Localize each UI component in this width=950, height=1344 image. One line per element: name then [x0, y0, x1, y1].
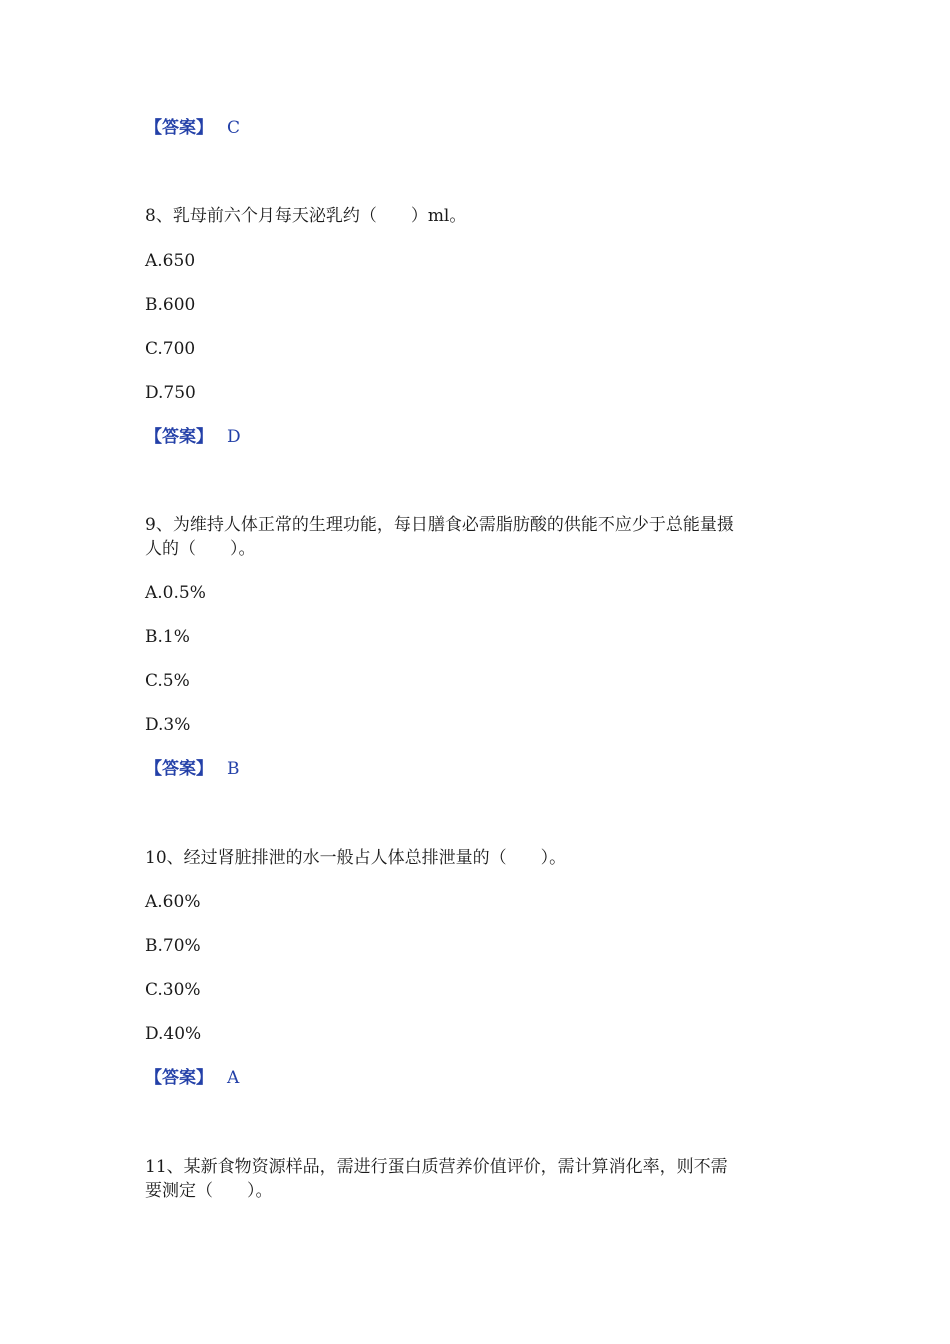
q9-option-b: B.1%: [145, 627, 190, 647]
question-9-text-line2: 人的（ ）。: [145, 539, 256, 559]
q10-option-b: B.70%: [145, 936, 201, 956]
answer-label: 【答案】: [145, 118, 213, 138]
answer-value: D: [227, 427, 241, 447]
question-9-text-line1: 9、为维持人体正常的生理功能，每日膳食必需脂肪酸的供能不应少于总能量摄: [145, 515, 734, 535]
answer-label: 【答案】: [145, 1068, 213, 1088]
q9-option-a: A.0.5%: [145, 583, 206, 603]
answer-value: B: [227, 759, 240, 779]
answer-line-q8: [145, 426, 241, 448]
answer-line-q9: [145, 758, 240, 780]
question-10-text: 10、经过肾脏排泄的水一般占人体总排泄量的（ ）。: [145, 848, 567, 868]
q9-option-c: C.5%: [145, 671, 190, 691]
answer-value: A: [227, 1068, 240, 1088]
question-8-text: 8、乳母前六个月每天泌乳约（ ）ml。: [145, 206, 467, 226]
q10-option-a: A.60%: [145, 892, 201, 912]
q8-option-a: A.650: [145, 251, 196, 271]
q8-option-d: D.750: [145, 383, 196, 403]
q10-option-c: C.30%: [145, 980, 201, 1000]
q8-option-b: B.600: [145, 295, 196, 315]
q8-option-c: C.700: [145, 339, 196, 359]
answer-label: 【答案】: [145, 427, 213, 447]
answer-line-q10: [145, 1067, 239, 1089]
q10-option-d: D.40%: [145, 1024, 202, 1044]
question-11-text-line2: 要测定（ ）。: [145, 1181, 273, 1201]
question-11-text-line1: 11、某新食物资源样品，需进行蛋白质营养价值评价，需计算消化率，则不需: [145, 1157, 728, 1177]
q9-option-d: D.3%: [145, 715, 191, 735]
answer-value: C: [227, 118, 241, 138]
answer-label: 【答案】: [145, 759, 213, 779]
answer-line-q7: [145, 117, 240, 139]
